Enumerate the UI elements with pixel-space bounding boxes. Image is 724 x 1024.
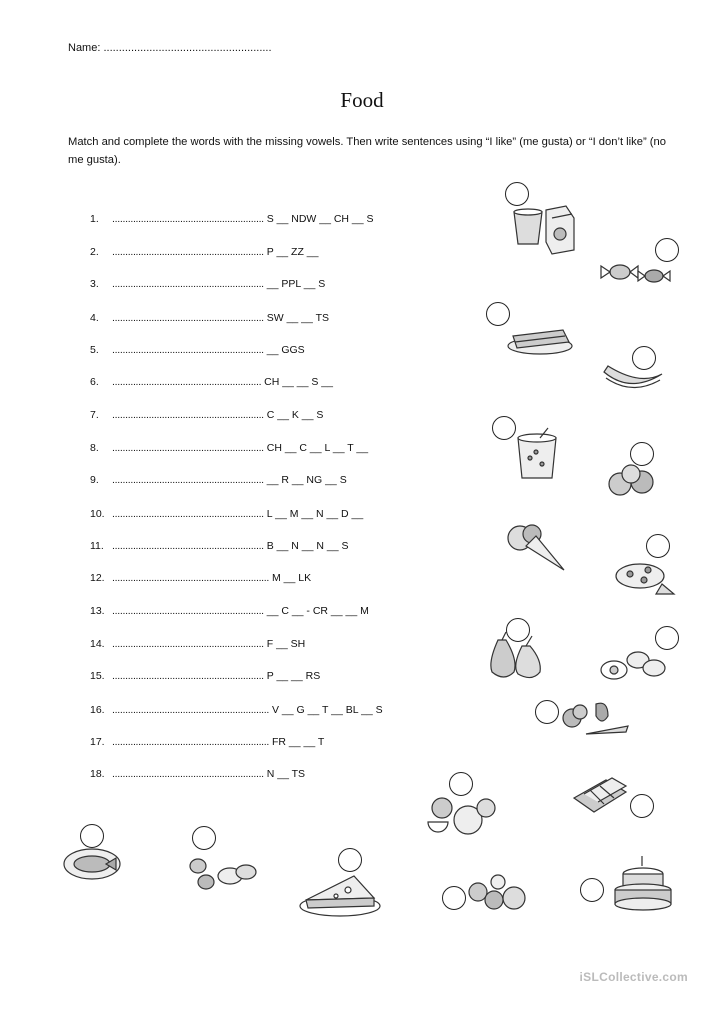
word-blank: L __ M __ N __ D __ <box>266 508 364 520</box>
row-number: 13. <box>90 605 105 617</box>
pizza-icon <box>612 558 678 600</box>
word-blank: P __ __ RS <box>266 670 321 682</box>
word-blank: N __ TS <box>266 768 306 780</box>
word-blank: S __ NDW __ CH __ S <box>266 213 374 225</box>
banana-icon <box>600 360 666 394</box>
answer-line[interactable]: .......................................................... <box>112 670 264 682</box>
word-blank: V __ G __ T __ BL __ S <box>271 704 383 716</box>
row-number: 14. <box>90 638 105 650</box>
instructions: Match and complete the words with the missing vowels. Then write sentences using “I like” (me gusta) or “I don’t like” (no me gusta). <box>68 136 666 166</box>
exercise-row[interactable] <box>90 605 369 617</box>
answer-line[interactable]: .......................................................... <box>112 768 264 780</box>
answer-line[interactable]: .......................................................... <box>112 344 264 356</box>
answer-circle[interactable] <box>192 826 216 850</box>
word-blank: M __ LK <box>271 572 312 584</box>
answer-line[interactable]: .......................................................... <box>112 474 264 486</box>
lemonade-glass-icon <box>512 428 564 482</box>
chocolate-bar-icon <box>570 774 630 820</box>
exercise-row[interactable] <box>90 409 323 421</box>
answer-line[interactable]: ............................................................ <box>112 736 270 748</box>
exercise-row[interactable] <box>90 736 324 748</box>
milk-carton-glass-icon <box>508 198 584 260</box>
row-number: 4. <box>90 312 99 324</box>
row-number: 18. <box>90 768 105 780</box>
answer-line[interactable]: ............................................................ <box>112 572 270 584</box>
row-number: 8. <box>90 442 99 454</box>
ice-cream-cone-icon <box>502 522 568 574</box>
exercise-row[interactable] <box>90 670 320 682</box>
answer-line[interactable]: .......................................................... <box>112 278 264 290</box>
answer-line[interactable]: .......................................................... <box>112 540 264 552</box>
answer-circle[interactable] <box>630 794 654 818</box>
word-blank: F __ SH <box>266 638 306 650</box>
row-number: 6. <box>90 376 99 388</box>
exercise-row[interactable] <box>90 704 383 716</box>
word-blank: __ GGS <box>266 344 305 356</box>
row-number: 2. <box>90 246 99 258</box>
row-number: 5. <box>90 344 99 356</box>
answer-line[interactable]: ......................................................... <box>112 376 262 388</box>
word-blank: CH __ __ S __ <box>264 376 333 388</box>
word-blank: __ PPL __ S <box>266 278 326 290</box>
row-number: 12. <box>90 572 105 584</box>
nuts-icon <box>184 852 264 892</box>
fish-plate-icon <box>62 846 122 882</box>
exercise-row[interactable] <box>90 376 333 388</box>
eggs-icon <box>598 644 668 684</box>
row-number: 1. <box>90 213 99 225</box>
word-blank: FR __ __ T <box>271 736 325 748</box>
answer-line[interactable]: .......................................................... <box>112 312 264 324</box>
answer-circle[interactable] <box>580 878 604 902</box>
word-blank: __ R __ NG __ S <box>266 474 347 486</box>
name-field-line[interactable]: Name: ....................................................... <box>68 42 272 54</box>
row-number: 10. <box>90 508 105 520</box>
answer-line[interactable]: .......................................................... <box>112 638 264 650</box>
word-blank: B __ N __ N __ S <box>266 540 349 552</box>
row-number: 3. <box>90 278 99 290</box>
answer-circle[interactable] <box>646 534 670 558</box>
answer-line[interactable]: .......................................................... <box>112 213 264 225</box>
cake-icon <box>610 856 676 912</box>
pears-icon <box>484 632 550 682</box>
answer-circle[interactable] <box>338 848 362 872</box>
watermark: iSLCollective.com <box>579 970 688 984</box>
exercise-row[interactable] <box>90 442 368 454</box>
answer-line[interactable]: ............................................................ <box>112 704 270 716</box>
sweets-icon <box>598 256 674 290</box>
answer-line[interactable]: .......................................................... <box>112 605 264 617</box>
oranges-icon <box>424 790 496 836</box>
exercise-row[interactable] <box>90 278 325 290</box>
answer-line[interactable]: .......................................................... <box>112 508 264 520</box>
exercise-row[interactable] <box>90 213 374 225</box>
row-number: 15. <box>90 670 105 682</box>
row-number: 17. <box>90 736 105 748</box>
sandwich-icon <box>505 322 575 356</box>
row-number: 7. <box>90 409 99 421</box>
row-number: 11. <box>90 540 104 552</box>
answer-circle[interactable] <box>80 824 104 848</box>
page-title: Food <box>340 88 384 112</box>
exercise-row[interactable] <box>90 768 305 780</box>
exercise-row[interactable] <box>90 540 348 552</box>
answer-line[interactable]: .......................................................... <box>112 442 264 454</box>
exercise-row[interactable] <box>90 508 363 520</box>
exercise-row[interactable] <box>90 638 305 650</box>
word-blank: __ C __ - CR __ __ M <box>266 605 369 617</box>
word-blank: P __ ZZ __ <box>266 246 319 258</box>
row-number: 16. <box>90 704 105 716</box>
cheese-icon <box>296 870 384 918</box>
word-blank: SW __ __ TS <box>266 312 329 324</box>
exercise-row[interactable] <box>90 572 311 584</box>
exercise-row[interactable] <box>90 474 347 486</box>
exercise-row[interactable] <box>90 312 329 324</box>
fruit-bowl-icon <box>464 872 534 914</box>
row-number: 9. <box>90 474 99 486</box>
answer-line[interactable]: .......................................................... <box>112 246 264 258</box>
apples-icon <box>606 462 658 498</box>
word-blank: C __ K __ S <box>266 409 324 421</box>
answer-circle[interactable] <box>442 886 466 910</box>
vegetables-icon <box>556 696 632 740</box>
exercise-row[interactable] <box>90 344 305 356</box>
answer-line[interactable]: .......................................................... <box>112 409 264 421</box>
word-blank: CH __ C __ L __ T __ <box>266 442 369 454</box>
exercise-row[interactable] <box>90 246 319 258</box>
